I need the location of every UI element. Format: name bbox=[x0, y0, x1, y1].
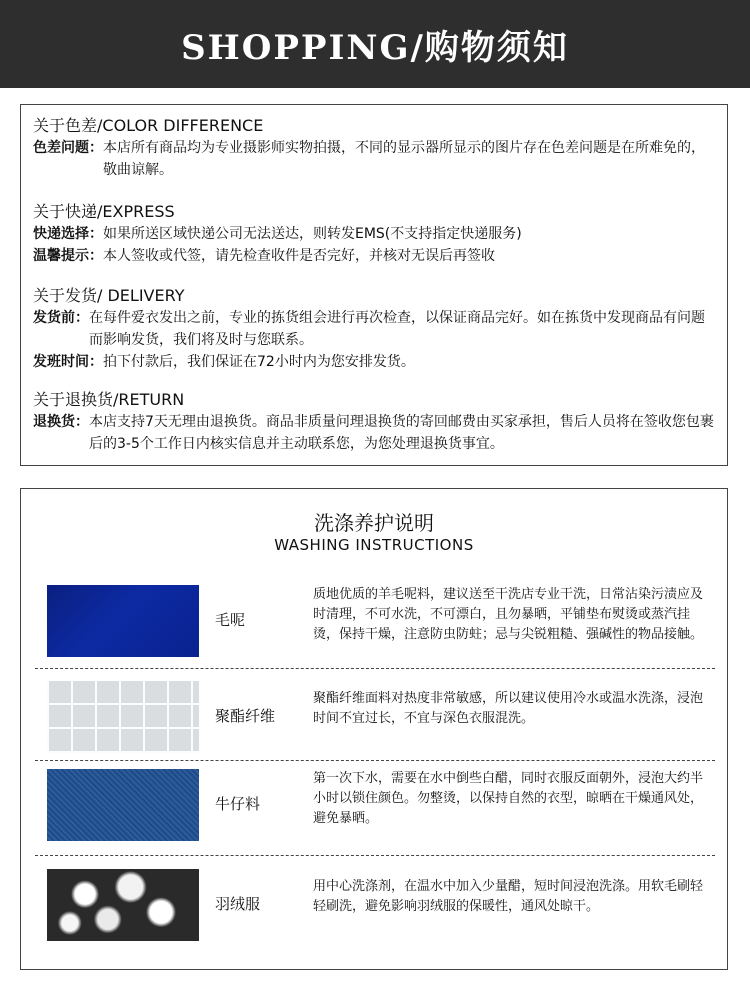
down-swatch-image bbox=[47, 869, 199, 941]
divider bbox=[35, 668, 715, 669]
notice-label: 温馨提示： bbox=[33, 248, 103, 264]
wash-item-polyester bbox=[35, 675, 715, 759]
notice-text: 本店支持7天无理由退换货。商品非质量问理退换货的寄回邮费由买家承担，售后人员将在签收您包裹后的3-5个工作日内核实信息并主动联系您，为您处理退换货事宜。 bbox=[89, 414, 714, 452]
notice-label: 发班时间： bbox=[33, 354, 103, 370]
notice-text: 拍下付款后，我们保证在72小时内为您安排发货。 bbox=[103, 354, 415, 370]
notice-text: 在每件爱衣发出之前，专业的拣货组会进行再次检查，以保证商品完好。如在拣货中发现商品有问题而影响发货，我们将及时与您联系。 bbox=[89, 310, 705, 348]
page-title: SHOPPING/购物须知 bbox=[181, 27, 569, 68]
notice-row bbox=[33, 137, 717, 181]
section-title: 关于色差/COLOR DIFFERENCE bbox=[33, 116, 264, 135]
notice-text: 如果所送区域快递公司无法送达，则转发EMS(不支持指定快递服务) bbox=[103, 226, 522, 242]
fabric-care-text: 质地优质的羊毛呢料，建议送至干洗店专业干洗，日常沾染污渍应及时清理，不可水洗，不可漂白，且勿暴晒，平铺垫布熨烫或蒸汽挂烫，保持干燥，注意防虫防蛀；忌与尖锐粗糙、强碱性的物品接触。 bbox=[313, 587, 704, 642]
washing-title: 洗涤养护说明 bbox=[314, 511, 434, 535]
wool-swatch-image bbox=[47, 585, 199, 657]
divider bbox=[35, 760, 715, 761]
section-return bbox=[33, 389, 717, 455]
divider bbox=[35, 855, 715, 856]
notice-label: 快递选择： bbox=[33, 226, 103, 242]
fabric-care-text: 聚酯纤维面料对热度非常敏感，所以建议使用冷水或温水洗涤，浸泡时间不宜过长，不宜与深色衣服混洗。 bbox=[313, 691, 704, 726]
notice-label: 色差问题： bbox=[33, 140, 103, 156]
fabric-name: 羽绒服 bbox=[215, 895, 261, 913]
shopping-notice-box bbox=[20, 104, 728, 466]
notice-row bbox=[33, 307, 717, 351]
wash-item-denim bbox=[35, 763, 715, 847]
wash-item-wool bbox=[35, 579, 715, 663]
section-color-difference bbox=[33, 115, 717, 181]
washing-instructions-box bbox=[20, 488, 728, 970]
section-title: 关于发货/ DELIVERY bbox=[33, 286, 185, 305]
notice-label: 退换货： bbox=[33, 414, 89, 430]
notice-label: 发货前： bbox=[33, 310, 89, 326]
section-express bbox=[33, 201, 717, 267]
notice-text: 本店所有商品均为专业摄影师实物拍摄，不同的显示器所显示的图片存在色差问题是在所难免的，敬曲谅解。 bbox=[103, 140, 705, 178]
fabric-name: 毛呢 bbox=[215, 611, 246, 629]
page-header bbox=[0, 0, 750, 88]
notice-row bbox=[33, 245, 717, 267]
notice-text: 本人签收或代签，请先检查收件是否完好，并核对无误后再签收 bbox=[103, 248, 495, 264]
notice-row bbox=[33, 351, 717, 373]
fabric-care-text: 第一次下水，需要在水中倒些白醋，同时衣服反面朝外，浸泡大约半小时以锁住颜色。勿整烫，以保持自然的衣型，晾晒在干燥通风处，避免暴晒。 bbox=[313, 771, 704, 826]
wash-item-down bbox=[35, 863, 715, 947]
section-title: 关于退换货/RETURN bbox=[33, 390, 185, 409]
polyester-swatch-image bbox=[47, 681, 199, 753]
denim-swatch-image bbox=[47, 769, 199, 841]
fabric-name: 牛仔料 bbox=[215, 795, 261, 813]
washing-subtitle: WASHING INSTRUCTIONS bbox=[274, 536, 474, 554]
fabric-care-text: 用中心洗涤剂，在温水中加入少量醋，短时间浸泡洗涤。用软毛刷轻轻刷洗，避免影响羽绒服的保暖性，通风处晾干。 bbox=[313, 879, 704, 914]
notice-row bbox=[33, 223, 717, 245]
section-title: 关于快递/EXPRESS bbox=[33, 202, 175, 221]
fabric-name: 聚酯纤维 bbox=[215, 707, 276, 725]
notice-row bbox=[33, 411, 717, 455]
section-delivery bbox=[33, 285, 717, 373]
